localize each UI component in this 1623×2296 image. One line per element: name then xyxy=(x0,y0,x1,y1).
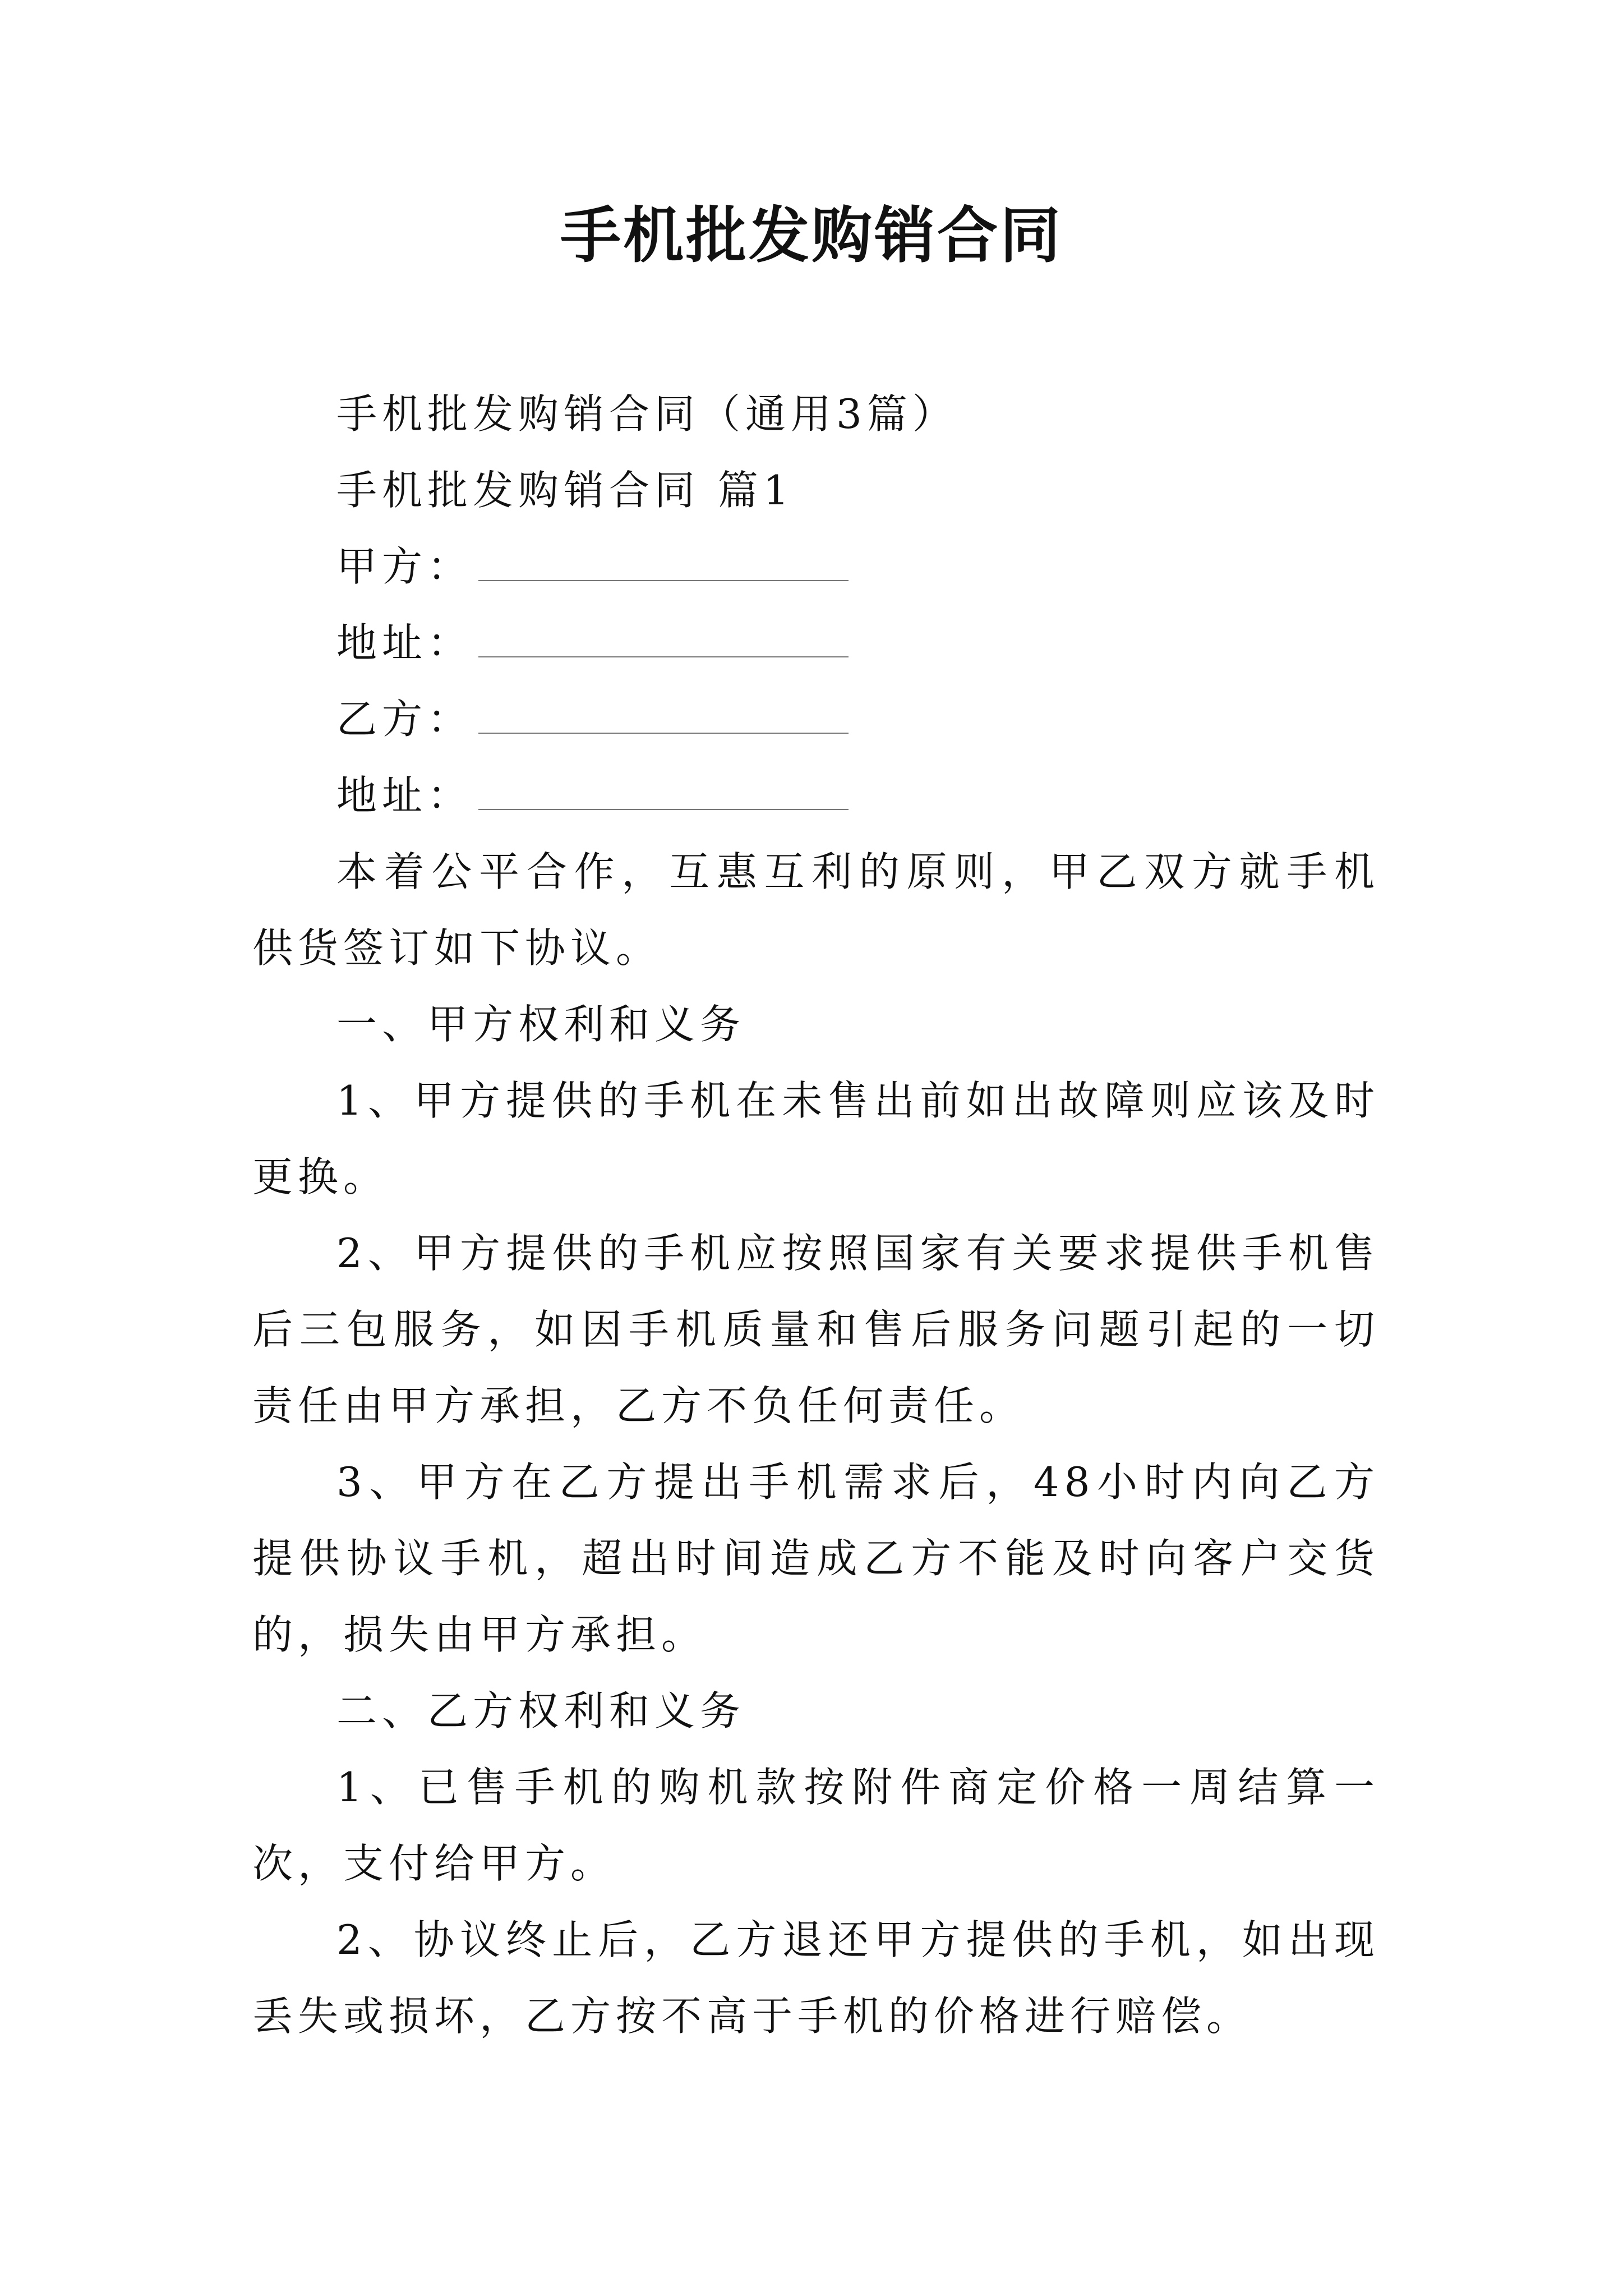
party-b-item: 2、协议终止后，乙方退还甲方提供的手机，如出现丢失或损坏，乙方按不高于手机的价格进行赔偿。 xyxy=(252,1916,1380,2040)
blank-line xyxy=(478,733,849,734)
field-label: 乙方： xyxy=(336,696,473,743)
party-a-address-field xyxy=(252,605,1380,681)
party-a-field xyxy=(252,528,1380,605)
field-label: 地址： xyxy=(336,772,473,819)
party-b-item: 1、已售手机的购机款按附件商定价格一周结算一次，支付给甲方。 xyxy=(252,1764,1380,1887)
party-b-field xyxy=(252,681,1380,757)
party-a-item: 2、甲方提供的手机应按照国家有关要求提供手机售后三包服务，如因手机质量和售后服务问题引起的一切责任由甲方承担，乙方不负任何责任。 xyxy=(252,1230,1380,1429)
document-subtitle: 手机批发购销合同（通用3篇） xyxy=(336,390,958,438)
party-a-item: 1、甲方提供的手机在未售出前如出故障则应该及时更换。 xyxy=(252,1077,1380,1200)
blank-line xyxy=(478,809,849,810)
field-label: 甲方： xyxy=(336,543,473,590)
party-a-item: 3、甲方在乙方提出手机需求后，48小时内向乙方提供协议手机，超出时间造成乙方不能及时向客户交货的，损失由甲方承担。 xyxy=(252,1458,1380,1658)
field-label: 地址： xyxy=(336,619,473,666)
document-title: 手机批发购销合同 xyxy=(560,200,1063,271)
blank-line xyxy=(478,580,849,581)
blank-line xyxy=(478,656,849,657)
party-b-address-field xyxy=(252,757,1380,834)
party-a-heading: 一、甲方权利和义务 xyxy=(336,1001,746,1048)
intro-paragraph: 本着公平合作，互惠互利的原则，甲乙双方就手机供货签订如下协议。 xyxy=(252,848,1380,972)
party-b-heading: 二、乙方权利和义务 xyxy=(336,1687,746,1734)
document-body xyxy=(252,376,1380,2054)
section-heading: 手机批发购销合同 篇1 xyxy=(336,467,794,514)
